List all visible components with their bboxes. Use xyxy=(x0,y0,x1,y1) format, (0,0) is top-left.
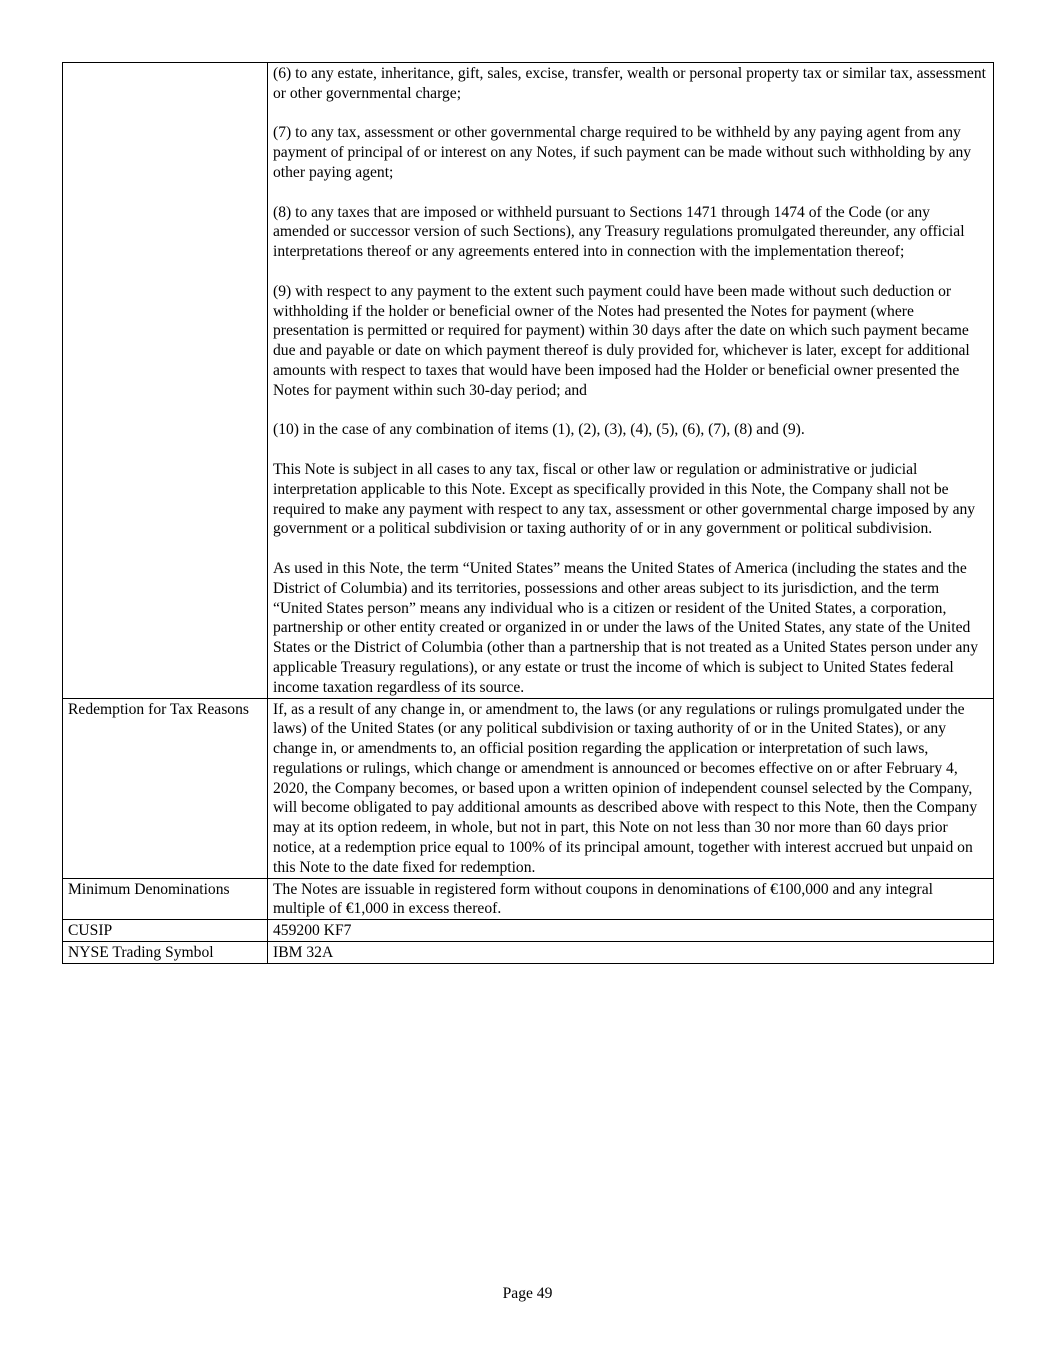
row-label xyxy=(63,63,268,699)
clause-paragraph: (8) to any taxes that are imposed or withheld pursuant to Sections 1471 through 1474 of the Code (or any amended or successor version of such Sections), any Treasury regulations promulgated thereunder, any official interpretations thereof or any agreements entered into in connection with the implementation thereof; xyxy=(273,203,965,261)
clause-paragraph: (9) with respect to any payment to the extent such payment could have been made without such deduction or withholding if the holder or beneficial owner of the Notes had presented the Notes for payment (where presentation is permitted or required for payment) within 30 days after the date on which such payment became due and payable or date on which payment thereof is duly provided for, whichever is later, except for additional amounts with respect to taxes that would have been imposed had the Holder or beneficial owner presented the Notes for payment within such 30-day period; and xyxy=(273,282,970,399)
clause-paragraph: This Note is subject in all cases to any tax, fiscal or other law or regulation or administrative or judicial interpretation applicable to this Note. Except as specifically provided in this Note, the Company shall not be required to make any payment with respect to any tax, assessment or other governmental charge imposed by any government or a political subdivision or taxing authority of or in any government or political subdivision. xyxy=(273,460,976,538)
clause-paragraph: (10) in the case of any combination of items (1), (2), (3), (4), (5), (6), (7), (8) and (9). xyxy=(273,421,805,439)
table-row xyxy=(63,878,994,920)
clause-paragraph: (7) to any tax, assessment or other governmental charge required to be withheld by any paying agent from any payment of principal of or interest on any Notes, if such payment can be made without such withholding by any other paying agent; xyxy=(273,124,972,181)
page-number: Page 49 xyxy=(502,1285,553,1302)
row-value xyxy=(268,942,994,964)
table-row xyxy=(63,63,994,699)
row-value xyxy=(268,920,994,942)
clause-paragraph: IBM 32A xyxy=(273,944,334,962)
clause-paragraph: As used in this Note, the term “United States” means the United States of America (including the states and the District of Columbia) and its territories, possessions and other areas subject to its jurisdiction, and the term “United States person” means any individual who is a citizen or resident of the United States, a corporation, partnership or other entity created or organized in or under the laws of the United States, any state of the United States or the District of Columbia (other than a partnership that is not treated as a United States person under any applicable Treasury regulations), or any estate or trust the income of which is subject to United States federal income taxation regardless of its source. xyxy=(273,559,979,696)
row-label: Minimum Denominations xyxy=(63,878,268,920)
row-label: CUSIP xyxy=(63,920,268,942)
clause-paragraph: (6) to any estate, inheritance, gift, sales, excise, transfer, wealth or personal property tax or similar tax, assessment or other governmental charge; xyxy=(273,65,986,102)
row-value xyxy=(268,698,994,878)
row-label: Redemption for Tax Reasons xyxy=(63,698,268,878)
row-value xyxy=(268,63,994,699)
table-row xyxy=(63,920,994,942)
terms-table xyxy=(62,62,994,964)
row-value xyxy=(268,878,994,920)
clause-paragraph: The Notes are issuable in registered form without coupons in denominations of €100,000 and any integral multiple of €1,000 in excess thereof. xyxy=(273,880,933,918)
clause-paragraph: 459200 KF7 xyxy=(273,922,352,940)
clause-paragraph: If, as a result of any change in, or amendment to, the laws (or any regulations or rulings promulgated under the laws) of the United States (or any political subdivision or taxing authority of or in the United States), or any change in, or amendments to, an official position regarding the application or interpretation of such laws, regulations or rulings, which change or amendment is announced or becomes effective on or after February 4, 2020, the Company becomes, or based upon a written opinion of independent counsel selected by the Company, will become obligated to pay additional amounts as described above with respect to this Note, then the Company may at its option redeem, in whole, but not in part, this Note on not less than 30 nor more than 60 days prior notice, at a redemption price equal to 100% of its principal amount, together with interest accrued but unpaid on this Note to the date fixed for redemption. xyxy=(273,700,978,876)
row-label: NYSE Trading Symbol xyxy=(63,942,268,964)
table-row xyxy=(63,942,994,964)
table-row xyxy=(63,698,994,878)
